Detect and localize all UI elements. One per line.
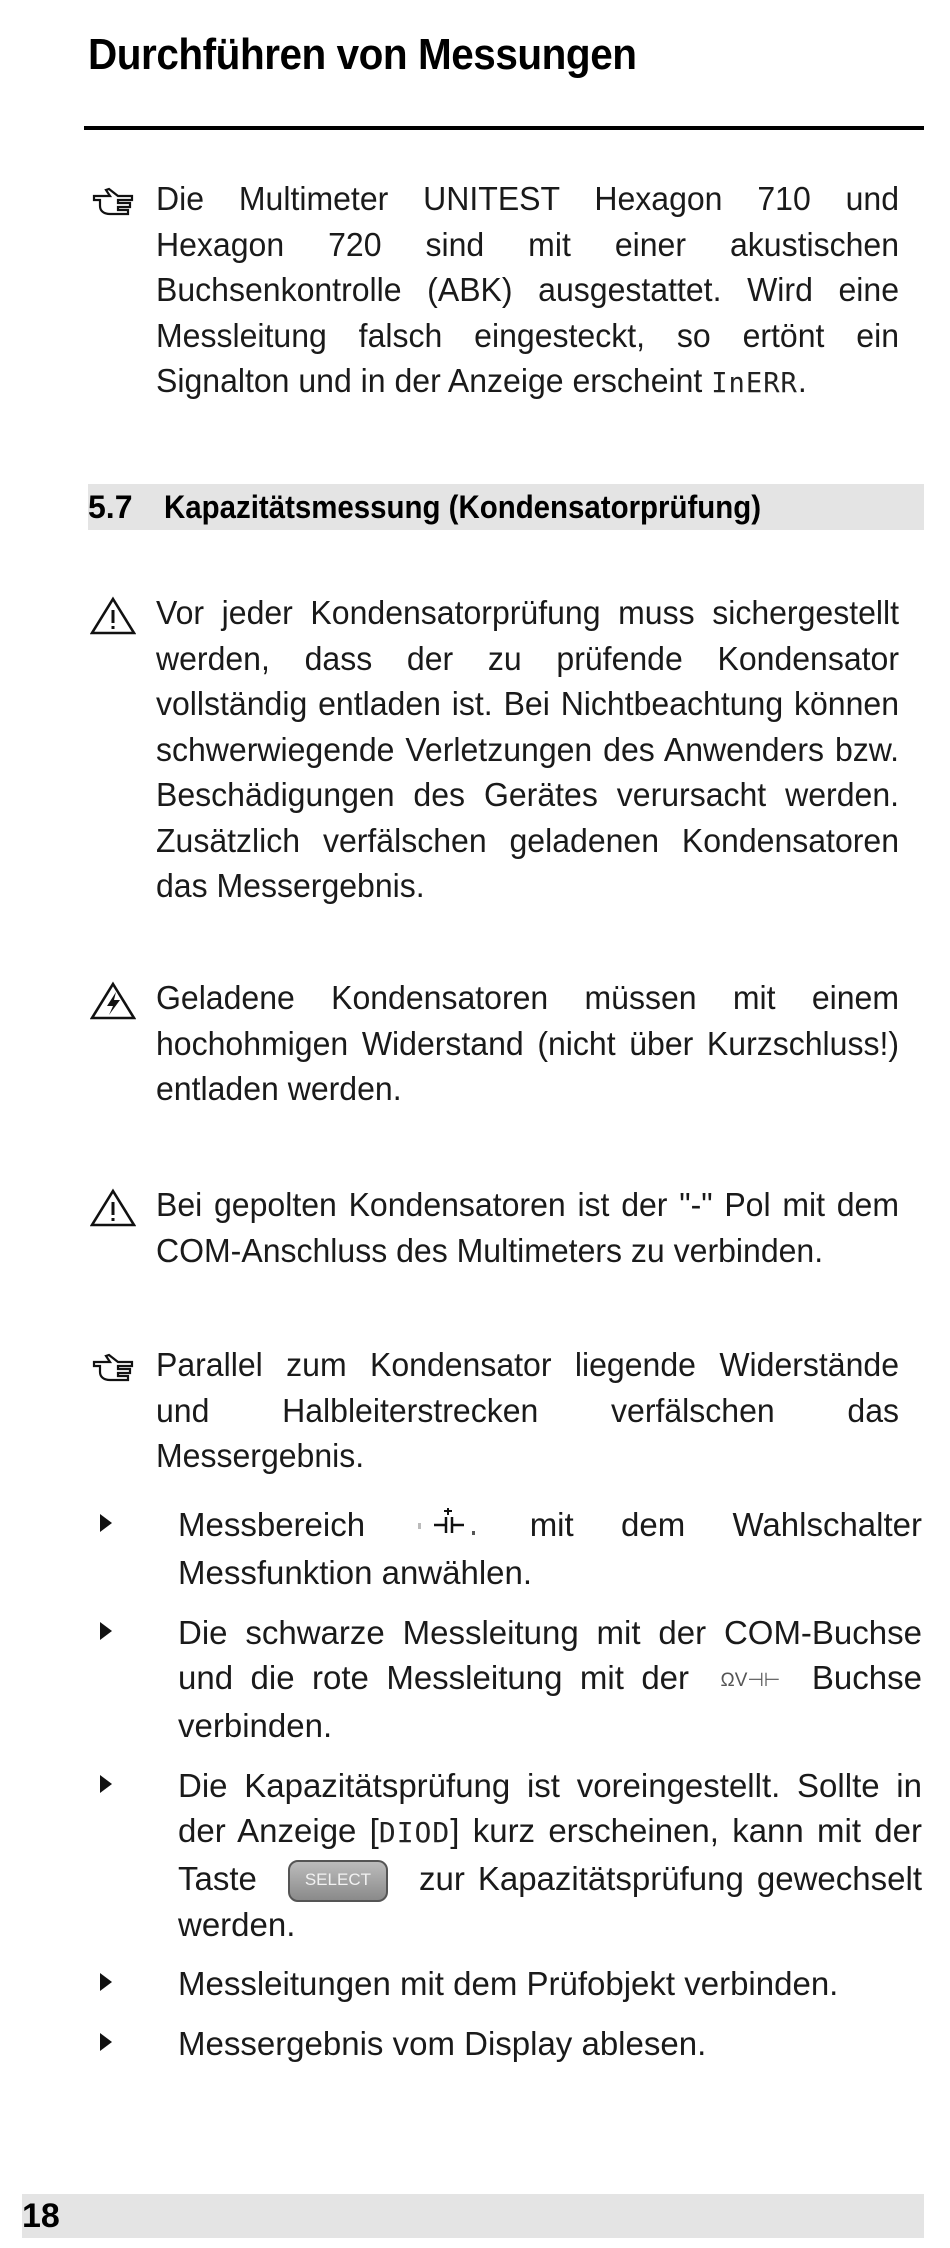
warning-text: Bei gepolten Kondensatoren ist der "-" Pol mit dem COM-Anschluss des Multimeters zu verbinden. (156, 1186, 900, 1269)
page-title: Durchführen von Messungen (88, 30, 637, 79)
select-button-image: SELECT (288, 1860, 388, 1902)
warning-text: Vor jeder Kondensatorprüfung muss sichergestellt werden, dass der zu prüfende Kondensator vollständig entladen ist. Bei Nichtbeachtung können schwerwiegende Verletzungen des Anwenders bzw. Beschädigungen des Gerätes verursacht werden. Zusätzlich verfälschen geladenen Kondensatoren das Messergebnis. (156, 594, 900, 904)
pointing-hand-icon (90, 1348, 136, 1388)
bullet-arrow-icon (100, 1973, 112, 1991)
footer-bar (22, 2194, 924, 2238)
bullet-arrow-icon (100, 1514, 112, 1532)
section-title: Kapazitätsmessung (Kondensatorprüfung) (164, 489, 762, 525)
list-item: Die schwarze Messleitung mit der COM-Buchse und die rote Messleitung mit der ΩV⊣⊢ Buchse verbinden. (100, 1610, 922, 1749)
note-text: Die Multimeter UNITEST Hexagon 710 und Hexagon 720 sind mit einer akustischen Buchsenkontrolle (ABK) ausgestattet. Wird eine Messleitung falsch eingesteckt, so ertönt ein Signalton und in der Anzeige erscheint InERR. (156, 180, 900, 399)
page-number: 18 (22, 2197, 60, 2235)
display-code-diod: DIOD (378, 1816, 451, 1850)
title-rule (84, 126, 924, 130)
display-code-inerr: InERR (711, 366, 798, 399)
high-voltage-warning-icon (90, 981, 136, 1021)
warning-triangle-icon (90, 596, 136, 636)
note-text: Parallel zum Kondensator liegende Widerstände und Halbleiterstrecken verfälschen das Messergebnis. (156, 1346, 900, 1474)
jack-label: ΩV⊣⊢ (720, 1669, 781, 1691)
note-parallel (90, 1342, 922, 1479)
warning-text: Geladene Kondensatoren müssen mit einem hochohmigen Widerstand (nicht über Kurzschluss!) entladen werden. (156, 979, 900, 1107)
warning-high-voltage (90, 975, 922, 1112)
bullet-arrow-icon (100, 1622, 112, 1640)
list-item: Messleitungen mit dem Prüfobjekt verbinden. (100, 1961, 922, 2007)
warning-discharge (90, 590, 922, 909)
warning-polarity (90, 1182, 922, 1273)
list-item: Messergebnis vom Display ablesen. (100, 2021, 922, 2067)
pointing-hand-icon (90, 182, 136, 222)
step-list (100, 1502, 922, 2080)
note-abk (90, 176, 922, 406)
warning-triangle-icon (90, 1188, 136, 1228)
list-item: Die Kapazitätsprüfung ist voreingestellt. Sollte in der Anzeige [DIOD] kurz erscheinen, kann mit der Taste SELECT zur Kapazitätsprüfung gewechselt werden. (100, 1763, 922, 1948)
bullet-arrow-icon (100, 1775, 112, 1793)
capacitor-range-icon (412, 1505, 482, 1551)
list-item: Messbereich mit dem Wahlschalter Messfunktion anwählen. (100, 1502, 922, 1596)
section-heading (88, 484, 924, 530)
bullet-arrow-icon (100, 2033, 112, 2051)
section-number: 5.7 (88, 489, 133, 525)
